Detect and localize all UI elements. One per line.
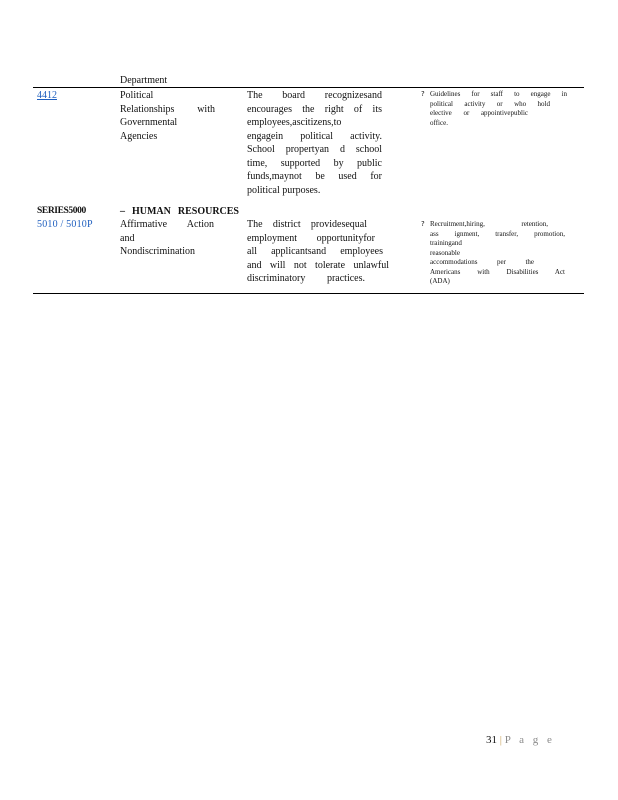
department-cont-text: Department bbox=[120, 75, 168, 86]
notes-line: ass ignment, transfer, promotion, bbox=[430, 229, 565, 238]
desc-line: The board recognizesand bbox=[247, 90, 382, 101]
desc-line: time, supported by public bbox=[247, 157, 382, 169]
desc-line: and will not tolerate unlawful bbox=[247, 259, 389, 271]
policy-link-4412[interactable]: 4412 bbox=[37, 90, 57, 101]
table-rule-top bbox=[33, 87, 584, 88]
bullet-icon: ? bbox=[421, 90, 425, 98]
title-line: Relationships with bbox=[120, 103, 215, 115]
notes-line: trainingand reasonable bbox=[430, 239, 462, 257]
title-line: and bbox=[120, 232, 135, 244]
notes-line: accommodations per the bbox=[430, 258, 534, 266]
notes-line: Guidelines for staff to engage in bbox=[430, 90, 567, 98]
desc-line: The district providesequal bbox=[247, 219, 367, 230]
policy-notes-5010 bbox=[430, 220, 565, 287]
desc-line: political purposes. bbox=[247, 184, 321, 196]
desc-line: engagein political activity. bbox=[247, 130, 382, 142]
title-line: Affirmative Action bbox=[120, 219, 214, 230]
policy-link-5010[interactable]: 5010 / 5010P bbox=[37, 219, 93, 230]
notes-line: elective or appointivepublic bbox=[430, 109, 528, 117]
title-line: Political bbox=[120, 90, 154, 101]
series-label: SERIES5000 bbox=[37, 206, 86, 216]
desc-line: funds,maynot be used for bbox=[247, 171, 382, 182]
notes-line: office. bbox=[430, 118, 448, 127]
desc-line: all applicantsand employees bbox=[247, 246, 383, 257]
notes-line: political activity or who hold bbox=[430, 99, 550, 108]
bullet-icon: ? bbox=[421, 220, 425, 228]
title-line: Governmental bbox=[120, 117, 178, 128]
title-line: Nondiscrimination bbox=[120, 246, 195, 257]
page-number: 31 bbox=[486, 734, 497, 746]
page-word: P a g e bbox=[504, 734, 555, 746]
desc-line: employment opportunityfor bbox=[247, 232, 375, 244]
desc-line: School propertyan d school bbox=[247, 144, 382, 155]
policy-description-5010 bbox=[247, 218, 389, 286]
desc-line: employees,ascitizens,to bbox=[247, 117, 342, 128]
notes-line: Americans with Disabilities Act bbox=[430, 267, 565, 276]
page-separator: | bbox=[499, 734, 502, 746]
notes-line: (ADA) bbox=[430, 277, 450, 285]
policy-notes-4412 bbox=[430, 90, 567, 128]
desc-line: discriminatory practices. bbox=[247, 273, 365, 284]
table-rule-bottom bbox=[33, 293, 584, 294]
notes-line: Recruitment,hiring, retention, bbox=[430, 220, 548, 228]
desc-line: encourages the right of its bbox=[247, 103, 382, 115]
policy-description-4412 bbox=[247, 89, 382, 197]
page-footer bbox=[486, 734, 555, 746]
title-line: Agencies bbox=[120, 130, 158, 142]
series-heading: – HUMAN RESOURCES bbox=[120, 206, 239, 217]
policy-title-5010 bbox=[120, 218, 214, 259]
policy-title-4412 bbox=[120, 89, 215, 143]
